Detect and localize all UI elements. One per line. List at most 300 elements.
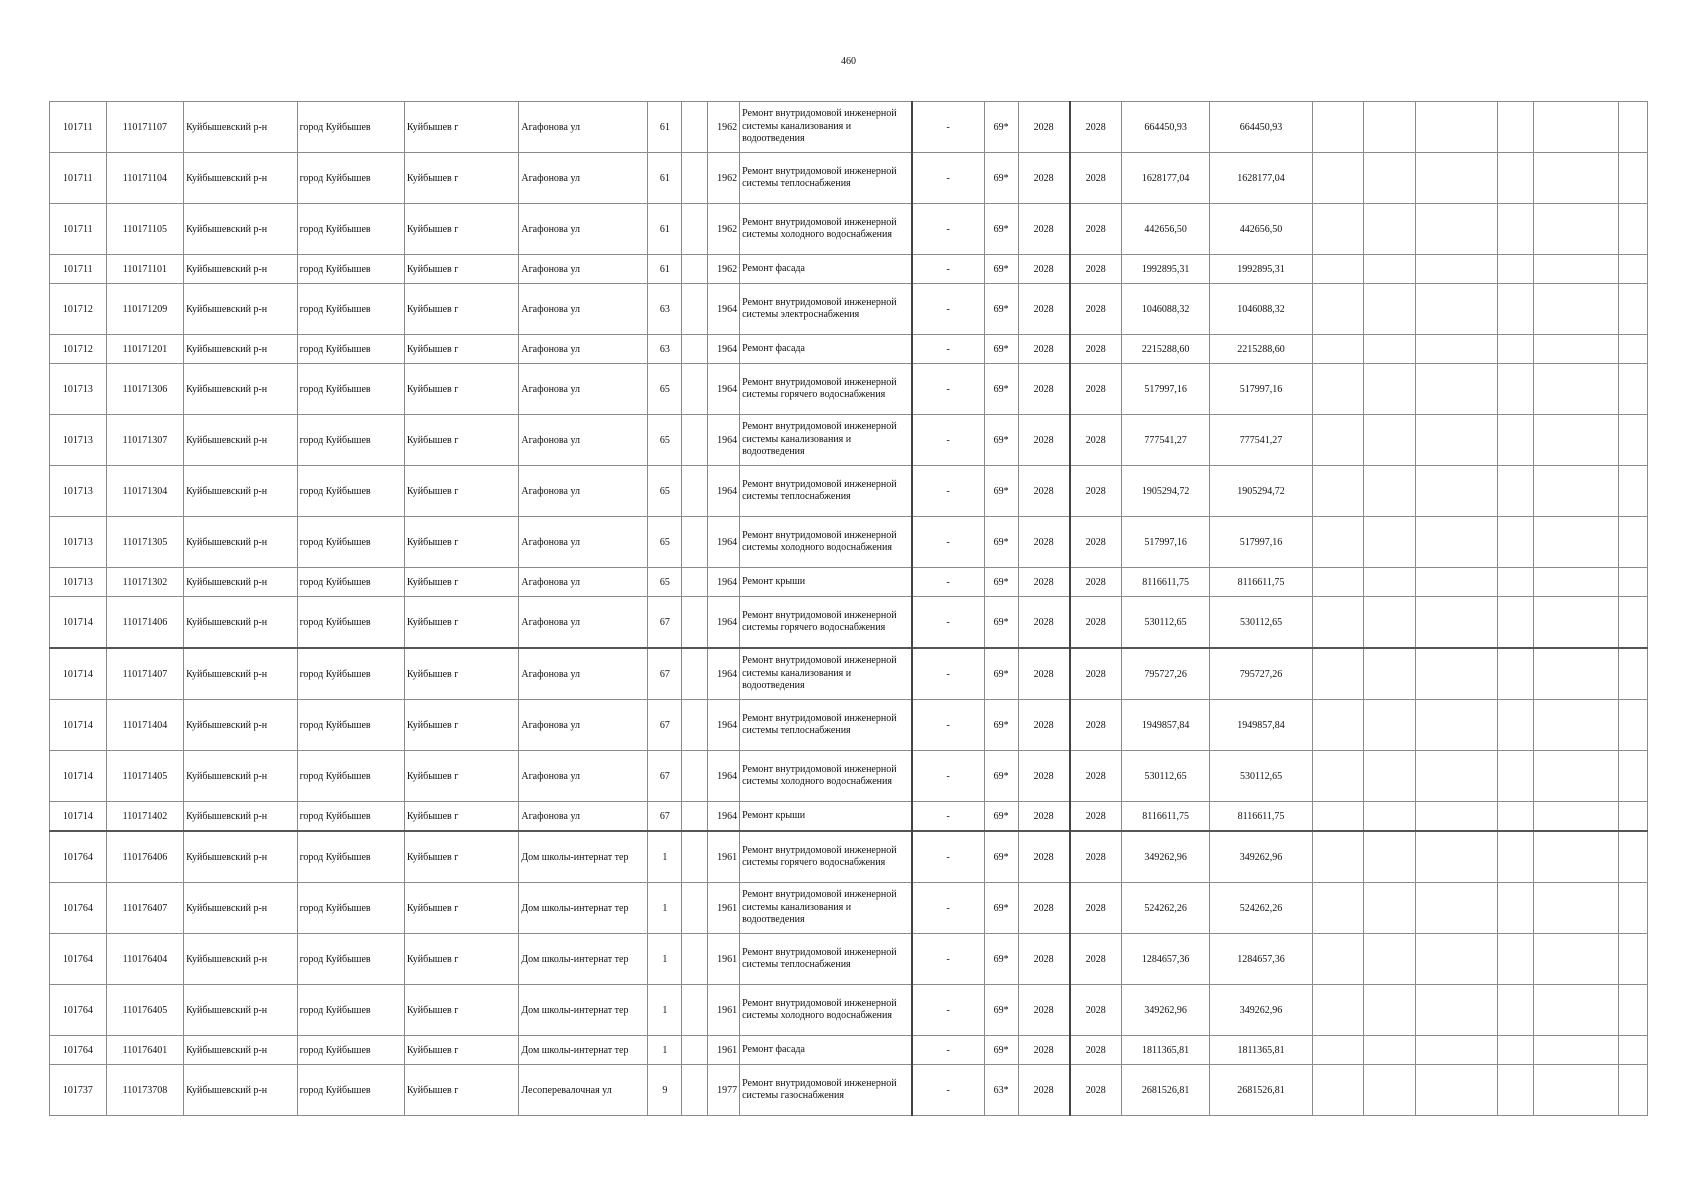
cell-empty [1498, 204, 1534, 255]
table-row [50, 597, 1648, 649]
cell-empty [1364, 1065, 1416, 1116]
cell-street: Агафонова ул [519, 204, 648, 255]
cell-total-cost: 349262,96 [1210, 985, 1312, 1036]
cell-dash: - [912, 255, 984, 284]
cell-cost: 1046088,32 [1121, 284, 1210, 335]
cell-house-number: 63 [648, 335, 682, 364]
cell-work-id: 110171406 [106, 597, 183, 649]
cell-work-type: Ремонт внутридомовой инженерной системы горячего водоснабжения [740, 364, 912, 415]
cell-work-id: 110171101 [106, 255, 183, 284]
cell-empty [1364, 802, 1416, 832]
cell-empty [1618, 364, 1647, 415]
cell-empty [1415, 802, 1498, 832]
cell-building [682, 153, 708, 204]
cell-house-number: 65 [648, 415, 682, 466]
cell-wear: 69* [984, 802, 1018, 832]
cell-work-type: Ремонт крыши [740, 802, 912, 832]
cell-finish-year: 2028 [1070, 934, 1122, 985]
cell-locality: Куйбышев г [404, 284, 519, 335]
cell-year: 1964 [708, 284, 740, 335]
cell-empty [1534, 1065, 1619, 1116]
cell-wear: 69* [984, 985, 1018, 1036]
cell-house-id: 101714 [50, 700, 107, 751]
cell-year: 1964 [708, 700, 740, 751]
cell-year: 1961 [708, 985, 740, 1036]
cell-district: Куйбышевский р-н [184, 700, 297, 751]
cell-finish-year: 2028 [1070, 648, 1122, 700]
cell-house-id: 101713 [50, 364, 107, 415]
cell-total-cost: 1992895,31 [1210, 255, 1312, 284]
cell-district: Куйбышевский р-н [184, 204, 297, 255]
cell-dash: - [912, 648, 984, 700]
cell-empty [1534, 204, 1619, 255]
cell-settlement: город Куйбышев [297, 364, 404, 415]
cell-empty [1364, 255, 1416, 284]
cell-empty [1618, 284, 1647, 335]
cell-house-id: 101714 [50, 648, 107, 700]
cell-plan-year: 2028 [1018, 1065, 1070, 1116]
cell-empty [1618, 153, 1647, 204]
cell-empty [1415, 284, 1498, 335]
cell-dash: - [912, 204, 984, 255]
cell-building [682, 415, 708, 466]
cell-empty [1415, 985, 1498, 1036]
cell-street: Агафонова ул [519, 517, 648, 568]
cell-street: Агафонова ул [519, 415, 648, 466]
cell-settlement: город Куйбышев [297, 335, 404, 364]
cell-cost: 1949857,84 [1121, 700, 1210, 751]
cell-empty [1534, 700, 1619, 751]
cell-locality: Куйбышев г [404, 517, 519, 568]
cell-empty [1498, 568, 1534, 597]
cell-empty [1312, 751, 1364, 802]
cell-locality: Куйбышев г [404, 597, 519, 649]
table-row [50, 415, 1648, 466]
cell-empty [1364, 284, 1416, 335]
cell-year: 1961 [708, 1036, 740, 1065]
cell-cost: 1992895,31 [1121, 255, 1210, 284]
cell-street: Агафонова ул [519, 802, 648, 832]
cell-empty [1498, 102, 1534, 153]
cell-wear: 69* [984, 934, 1018, 985]
cell-empty [1534, 648, 1619, 700]
cell-house-id: 101714 [50, 751, 107, 802]
cell-total-cost: 1905294,72 [1210, 466, 1312, 517]
cell-street: Агафонова ул [519, 568, 648, 597]
cell-empty [1618, 802, 1647, 832]
cell-empty [1415, 335, 1498, 364]
cell-empty [1534, 1036, 1619, 1065]
cell-empty [1534, 255, 1619, 284]
cell-house-id: 101712 [50, 335, 107, 364]
cell-district: Куйбышевский р-н [184, 1036, 297, 1065]
cell-empty [1312, 700, 1364, 751]
cell-total-cost: 1284657,36 [1210, 934, 1312, 985]
cell-empty [1364, 466, 1416, 517]
cell-work-id: 110176406 [106, 831, 183, 883]
cell-empty [1498, 1065, 1534, 1116]
cell-house-number: 67 [648, 751, 682, 802]
cell-settlement: город Куйбышев [297, 985, 404, 1036]
cell-year: 1964 [708, 751, 740, 802]
cell-cost: 1811365,81 [1121, 1036, 1210, 1065]
cell-empty [1498, 153, 1534, 204]
cell-total-cost: 8116611,75 [1210, 568, 1312, 597]
cell-empty [1415, 751, 1498, 802]
cell-finish-year: 2028 [1070, 364, 1122, 415]
cell-district: Куйбышевский р-н [184, 335, 297, 364]
cell-wear: 69* [984, 517, 1018, 568]
cell-house-number: 65 [648, 364, 682, 415]
cell-dash: - [912, 517, 984, 568]
cell-cost: 530112,65 [1121, 597, 1210, 649]
cell-house-id: 101713 [50, 415, 107, 466]
cell-empty [1312, 255, 1364, 284]
table-row [50, 364, 1648, 415]
page-number: 460 [841, 56, 856, 67]
cell-year: 1962 [708, 255, 740, 284]
cell-building [682, 517, 708, 568]
cell-finish-year: 2028 [1070, 102, 1122, 153]
cell-district: Куйбышевский р-н [184, 153, 297, 204]
cell-plan-year: 2028 [1018, 335, 1070, 364]
cell-building [682, 597, 708, 649]
cell-building [682, 934, 708, 985]
cell-plan-year: 2028 [1018, 751, 1070, 802]
cell-year: 1964 [708, 802, 740, 832]
cell-empty [1312, 517, 1364, 568]
cell-wear: 69* [984, 883, 1018, 934]
cell-work-id: 110171405 [106, 751, 183, 802]
cell-plan-year: 2028 [1018, 802, 1070, 832]
cell-finish-year: 2028 [1070, 831, 1122, 883]
cell-empty [1364, 102, 1416, 153]
cell-street: Агафонова ул [519, 255, 648, 284]
cell-empty [1364, 597, 1416, 649]
cell-street: Дом школы-интернат тер [519, 831, 648, 883]
cell-house-id: 101737 [50, 1065, 107, 1116]
cell-total-cost: 8116611,75 [1210, 802, 1312, 832]
cell-cost: 795727,26 [1121, 648, 1210, 700]
cell-building [682, 802, 708, 832]
cell-empty [1498, 466, 1534, 517]
cell-total-cost: 1046088,32 [1210, 284, 1312, 335]
cell-total-cost: 2215288,60 [1210, 335, 1312, 364]
cell-empty [1534, 568, 1619, 597]
cell-empty [1498, 648, 1534, 700]
cell-cost: 8116611,75 [1121, 802, 1210, 832]
cell-empty [1364, 335, 1416, 364]
cell-cost: 1284657,36 [1121, 934, 1210, 985]
cell-empty [1415, 648, 1498, 700]
cell-street: Агафонова ул [519, 102, 648, 153]
cell-total-cost: 517997,16 [1210, 517, 1312, 568]
cell-plan-year: 2028 [1018, 364, 1070, 415]
cell-house-id: 101764 [50, 1036, 107, 1065]
cell-empty [1618, 466, 1647, 517]
cell-empty [1498, 1036, 1534, 1065]
cell-total-cost: 530112,65 [1210, 597, 1312, 649]
cell-cost: 2681526,81 [1121, 1065, 1210, 1116]
cell-house-id: 101714 [50, 802, 107, 832]
cell-work-type: Ремонт внутридомовой инженерной системы горячего водоснабжения [740, 597, 912, 649]
cell-work-id: 110171306 [106, 364, 183, 415]
table-row [50, 204, 1648, 255]
cell-wear: 69* [984, 1036, 1018, 1065]
cell-district: Куйбышевский р-н [184, 883, 297, 934]
cell-empty [1312, 597, 1364, 649]
cell-plan-year: 2028 [1018, 255, 1070, 284]
cell-settlement: город Куйбышев [297, 802, 404, 832]
cell-cost: 524262,26 [1121, 883, 1210, 934]
cell-finish-year: 2028 [1070, 204, 1122, 255]
cell-empty [1618, 335, 1647, 364]
cell-cost: 530112,65 [1121, 751, 1210, 802]
cell-finish-year: 2028 [1070, 700, 1122, 751]
cell-work-type: Ремонт фасада [740, 335, 912, 364]
cell-dash: - [912, 985, 984, 1036]
cell-finish-year: 2028 [1070, 883, 1122, 934]
cell-work-type: Ремонт внутридомовой инженерной системы канализования и водоотведения [740, 648, 912, 700]
cell-house-number: 67 [648, 648, 682, 700]
cell-locality: Куйбышев г [404, 883, 519, 934]
table-row [50, 883, 1648, 934]
cell-wear: 69* [984, 335, 1018, 364]
cell-year: 1961 [708, 831, 740, 883]
cell-building [682, 204, 708, 255]
cell-settlement: город Куйбышев [297, 568, 404, 597]
cell-empty [1534, 831, 1619, 883]
cell-plan-year: 2028 [1018, 985, 1070, 1036]
cell-settlement: город Куйбышев [297, 831, 404, 883]
cell-house-id: 101711 [50, 102, 107, 153]
cell-dash: - [912, 364, 984, 415]
cell-empty [1415, 364, 1498, 415]
cell-house-number: 1 [648, 831, 682, 883]
cell-street: Дом школы-интернат тер [519, 934, 648, 985]
cell-locality: Куйбышев г [404, 568, 519, 597]
cell-work-type: Ремонт внутридомовой инженерной системы теплоснабжения [740, 153, 912, 204]
cell-empty [1312, 204, 1364, 255]
cell-finish-year: 2028 [1070, 985, 1122, 1036]
cell-empty [1364, 751, 1416, 802]
cell-empty [1618, 102, 1647, 153]
cell-house-id: 101764 [50, 985, 107, 1036]
cell-building [682, 985, 708, 1036]
cell-settlement: город Куйбышев [297, 648, 404, 700]
cell-locality: Куйбышев г [404, 700, 519, 751]
cell-work-type: Ремонт внутридомовой инженерной системы теплоснабжения [740, 466, 912, 517]
cell-district: Куйбышевский р-н [184, 985, 297, 1036]
cell-year: 1964 [708, 648, 740, 700]
cell-empty [1534, 102, 1619, 153]
cell-settlement: город Куйбышев [297, 284, 404, 335]
cell-district: Куйбышевский р-н [184, 415, 297, 466]
cell-house-id: 101764 [50, 831, 107, 883]
cell-year: 1964 [708, 597, 740, 649]
cell-empty [1498, 597, 1534, 649]
table-row [50, 102, 1648, 153]
cell-cost: 664450,93 [1121, 102, 1210, 153]
cell-locality: Куйбышев г [404, 1036, 519, 1065]
cell-house-number: 9 [648, 1065, 682, 1116]
cell-empty [1415, 597, 1498, 649]
cell-building [682, 883, 708, 934]
cell-district: Куйбышевский р-н [184, 1065, 297, 1116]
cell-empty [1364, 1036, 1416, 1065]
cell-plan-year: 2028 [1018, 700, 1070, 751]
cell-empty [1534, 985, 1619, 1036]
cell-house-number: 67 [648, 802, 682, 832]
cell-building [682, 284, 708, 335]
cell-locality: Куйбышев г [404, 204, 519, 255]
cell-empty [1415, 700, 1498, 751]
cell-district: Куйбышевский р-н [184, 255, 297, 284]
cell-work-id: 110173708 [106, 1065, 183, 1116]
cell-house-number: 65 [648, 568, 682, 597]
cell-empty [1618, 597, 1647, 649]
table-row [50, 648, 1648, 700]
cell-empty [1618, 517, 1647, 568]
cell-building [682, 700, 708, 751]
cell-cost: 777541,27 [1121, 415, 1210, 466]
cell-empty [1415, 883, 1498, 934]
cell-work-id: 110176405 [106, 985, 183, 1036]
cell-district: Куйбышевский р-н [184, 568, 297, 597]
cell-dash: - [912, 153, 984, 204]
cell-empty [1618, 204, 1647, 255]
cell-finish-year: 2028 [1070, 1065, 1122, 1116]
cell-locality: Куйбышев г [404, 831, 519, 883]
cell-empty [1364, 364, 1416, 415]
cell-empty [1618, 751, 1647, 802]
cell-empty [1312, 934, 1364, 985]
cell-total-cost: 1628177,04 [1210, 153, 1312, 204]
cell-total-cost: 777541,27 [1210, 415, 1312, 466]
cell-house-number: 65 [648, 466, 682, 517]
cell-district: Куйбышевский р-н [184, 517, 297, 568]
cell-dash: - [912, 883, 984, 934]
cell-locality: Куйбышев г [404, 415, 519, 466]
cell-empty [1312, 153, 1364, 204]
cell-cost: 2215288,60 [1121, 335, 1210, 364]
cell-work-id: 110171302 [106, 568, 183, 597]
cell-empty [1415, 1065, 1498, 1116]
cell-dash: - [912, 568, 984, 597]
cell-plan-year: 2028 [1018, 204, 1070, 255]
cell-wear: 63* [984, 1065, 1018, 1116]
table-row [50, 1036, 1648, 1065]
cell-total-cost: 1949857,84 [1210, 700, 1312, 751]
cell-house-id: 101711 [50, 255, 107, 284]
cell-district: Куйбышевский р-н [184, 648, 297, 700]
cell-wear: 69* [984, 466, 1018, 517]
cell-locality: Куйбышев г [404, 934, 519, 985]
cell-building [682, 568, 708, 597]
cell-empty [1534, 335, 1619, 364]
cell-settlement: город Куйбышев [297, 255, 404, 284]
cell-house-id: 101711 [50, 153, 107, 204]
cell-street: Агафонова ул [519, 700, 648, 751]
cell-district: Куйбышевский р-н [184, 751, 297, 802]
cell-locality: Куйбышев г [404, 335, 519, 364]
cell-dash: - [912, 1036, 984, 1065]
cell-empty [1415, 517, 1498, 568]
cell-dash: - [912, 751, 984, 802]
cell-house-number: 61 [648, 153, 682, 204]
cell-empty [1415, 153, 1498, 204]
cell-street: Агафонова ул [519, 597, 648, 649]
cell-dash: - [912, 102, 984, 153]
cell-dash: - [912, 597, 984, 649]
cell-settlement: город Куйбышев [297, 415, 404, 466]
cell-house-id: 101714 [50, 597, 107, 649]
cell-wear: 69* [984, 364, 1018, 415]
cell-street: Агафонова ул [519, 364, 648, 415]
cell-total-cost: 2681526,81 [1210, 1065, 1312, 1116]
cell-total-cost: 1811365,81 [1210, 1036, 1312, 1065]
cell-dash: - [912, 415, 984, 466]
cell-building [682, 102, 708, 153]
cell-empty [1618, 1065, 1647, 1116]
cell-work-id: 110171305 [106, 517, 183, 568]
cell-wear: 69* [984, 153, 1018, 204]
cell-empty [1534, 284, 1619, 335]
table-row [50, 466, 1648, 517]
cell-work-type: Ремонт внутридомовой инженерной системы холодного водоснабжения [740, 204, 912, 255]
cell-wear: 69* [984, 700, 1018, 751]
cell-district: Куйбышевский р-н [184, 364, 297, 415]
cell-settlement: город Куйбышев [297, 700, 404, 751]
cell-empty [1534, 466, 1619, 517]
cell-settlement: город Куйбышев [297, 517, 404, 568]
cell-house-id: 101711 [50, 204, 107, 255]
cell-work-id: 110171105 [106, 204, 183, 255]
cell-work-type: Ремонт фасада [740, 1036, 912, 1065]
cell-plan-year: 2028 [1018, 831, 1070, 883]
cell-locality: Куйбышев г [404, 255, 519, 284]
cell-building [682, 831, 708, 883]
cell-empty [1498, 415, 1534, 466]
cell-street: Лесоперевалочная ул [519, 1065, 648, 1116]
cell-plan-year: 2028 [1018, 568, 1070, 597]
cell-empty [1534, 934, 1619, 985]
cell-empty [1364, 204, 1416, 255]
cell-dash: - [912, 831, 984, 883]
cell-empty [1498, 364, 1534, 415]
cell-building [682, 335, 708, 364]
cell-dash: - [912, 700, 984, 751]
table-row [50, 568, 1648, 597]
cell-empty [1415, 102, 1498, 153]
cell-building [682, 1065, 708, 1116]
cell-empty [1364, 700, 1416, 751]
cell-empty [1534, 415, 1619, 466]
cell-dash: - [912, 335, 984, 364]
cell-finish-year: 2028 [1070, 597, 1122, 649]
cell-house-id: 101764 [50, 883, 107, 934]
cell-finish-year: 2028 [1070, 255, 1122, 284]
cell-empty [1312, 802, 1364, 832]
table-row [50, 335, 1648, 364]
cell-house-number: 1 [648, 985, 682, 1036]
cell-empty [1312, 335, 1364, 364]
cell-work-type: Ремонт внутридомовой инженерной системы канализования и водоотведения [740, 415, 912, 466]
table-row [50, 831, 1648, 883]
cell-empty [1618, 648, 1647, 700]
cell-district: Куйбышевский р-н [184, 831, 297, 883]
registry-table [49, 101, 1648, 1116]
